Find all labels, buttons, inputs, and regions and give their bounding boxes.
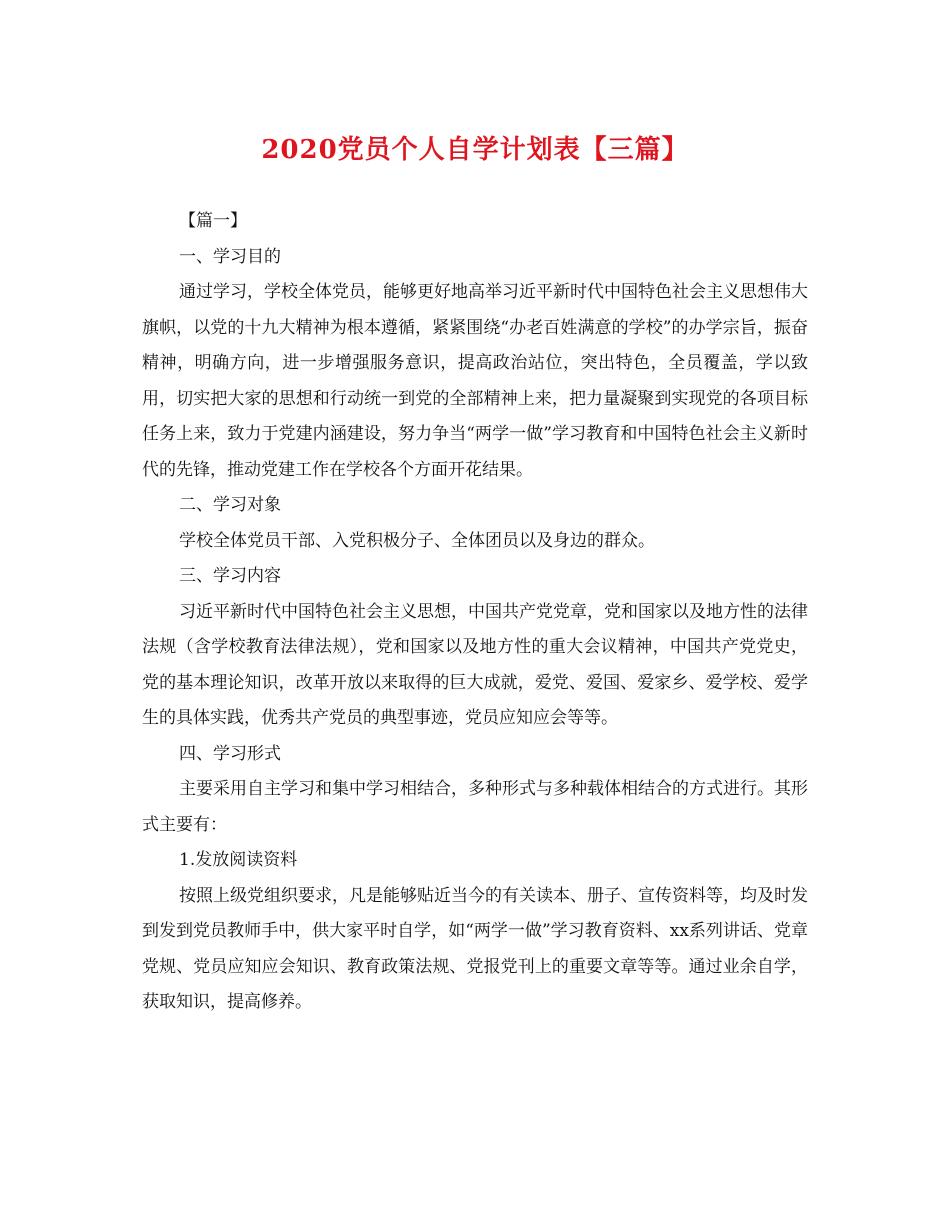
document-body [142,204,808,1021]
paragraph-learning-form: 主要采用自主学习和集中学习相结合，多种形式与多种载体相结合的方式进行。其形式主要有： [142,779,808,835]
heading-learning-audience: 二、学习对象 [179,495,281,515]
paragraph-learning-audience: 学校全体党员干部、入党积极分子、全体团员以及身边的群众。 [179,530,655,551]
section-label: 【篇一】 [179,211,247,231]
heading-learning-content: 三、学习内容 [179,566,281,586]
document-title: 2020党员个人自学计划表【三篇】 [261,135,689,165]
heading-learning-form: 四、学习形式 [179,743,281,764]
paragraph-learning-content: 习近平新时代中国特色社会主义思想，中国共产党党章，党和国家以及地方性的法律法规（含学校教育法律法规），党和国家以及地方性的重大会议精神，中国共产党党史，党的基本理论知识，改革开放以来取得的巨大成就，爱党、爱国、爱家乡、爱学校、爱学生的具体实践，优秀共产党员的典型事迹，党员应知应会等等。 [142,601,808,728]
paragraph-learning-purpose: 通过学习，学校全体党员，能够更好地高举习近平新时代中国特色社会主义思想伟大旗帜，以党的十九大精神为根本遵循，紧紧围绕“办老百姓满意的学校”的办学宗旨，振奋精神，明确方向，进一步增强服务意识，提高政治站位，突出特色，全员覆盖，学以致用，切实把大家的思想和行动统一到党的全部精神上来，把力量凝聚到实现党的各项目标任务上来，致力于党建内涵建设，努力争当“两学一做”学习教育和中国特色社会主义新时代的先锋，推动党建工作在学校各个方面开花结果。 [142,282,808,480]
heading-learning-purpose: 一、学习目的 [179,246,281,267]
paragraph-distribute-materials: 按照上级党组织要求，凡是能够贴近当今的有关读本、册子、宣传资料等，均及时发到发到党员教师手中，供大家平时自学，如“两学一做”学习教育资料、xx系列讲话、党章党规、党员应知应会知识、教育政策法规、党报党刊上的重要文章等等。通过业余自学，获取知识，提高修养。 [142,885,808,1012]
heading-distribute-materials: 1.发放阅读资料 [179,850,298,870]
